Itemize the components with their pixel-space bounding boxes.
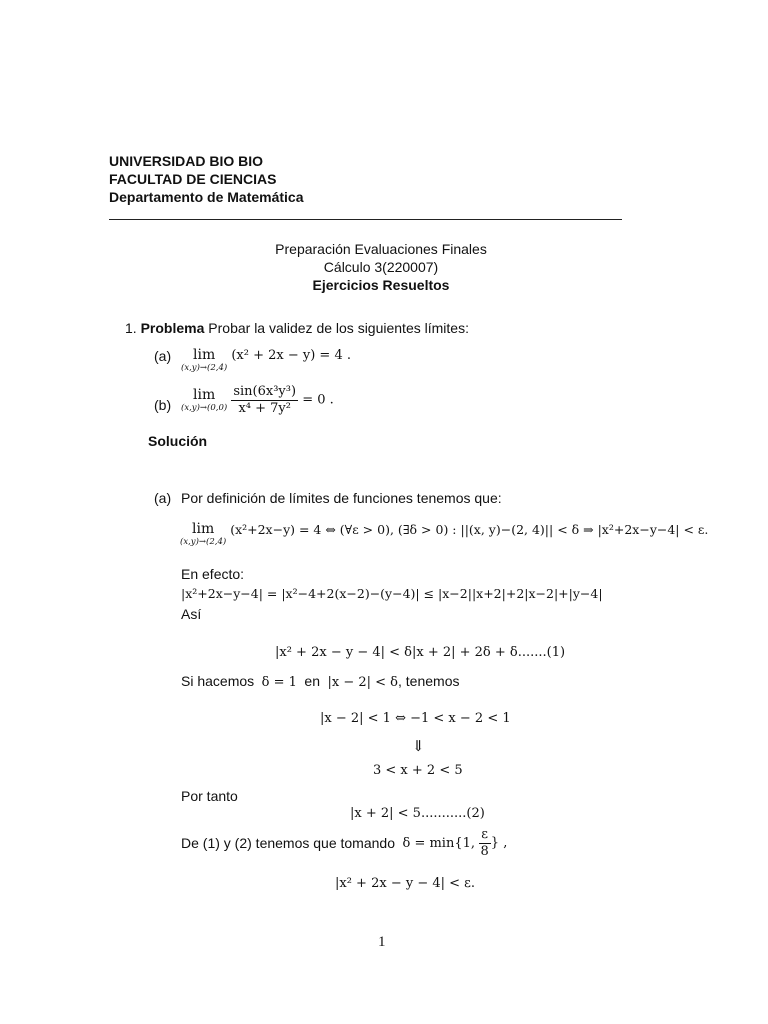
delta-min-close: } , — [490, 835, 508, 851]
solution-a-label: (a) — [154, 490, 172, 506]
step-1: |x − 2| < 1 ⇔ −1 < x − 2 < 1 — [320, 711, 511, 726]
step-2: 3 < x + 2 < 5 — [373, 763, 463, 778]
limit-operator — [181, 388, 227, 413]
limit-operator — [180, 522, 226, 547]
limit-expression: (x² + 2x − y) = 4 . — [231, 348, 351, 363]
final-inequality: |x² + 2x − y − 4| < ε. — [335, 876, 476, 891]
lim-subscript: (x,y)→(0,0) — [181, 402, 228, 413]
solution-heading: Solución — [148, 433, 208, 449]
asi-text: Así — [181, 606, 202, 622]
title-line-3: Ejercicios Resueltos — [312, 277, 450, 293]
fraction-numerator: sin(6x³y³) — [233, 384, 297, 399]
fraction-denominator: 8 — [480, 843, 489, 859]
problem-label: Problema — [140, 320, 205, 336]
en-efecto: En efecto: — [181, 566, 245, 582]
problem-number: 1. — [125, 320, 137, 336]
problem-text: Probar la validez de los siguientes límites: — [208, 320, 469, 336]
faculty-name: FACULTAD DE CIENCIAS — [109, 171, 277, 187]
definition-expression: (x²+2x−y) = 4 ⇔ (∀ε > 0), (∃δ > 0) : ||(x, y)−(2, 4)|| < δ ⇒ |x²+2x−y−4| < ε. — [230, 522, 709, 537]
lim-subscript: (x,y)→(2,4) — [181, 363, 228, 373]
si-hacemos-text: Si hacemos — [181, 673, 255, 689]
equation-2: |x + 2| < 5...........(2) — [350, 806, 485, 821]
de-1-y-2-line — [181, 827, 507, 859]
fraction-numerator: ε — [479, 827, 491, 844]
fraction-denominator: x⁴ + 7y² — [238, 400, 291, 416]
lim-text: lim — [191, 521, 215, 537]
limit-fraction — [231, 384, 298, 416]
header-rule — [109, 219, 622, 220]
delta-equals-one: δ = 1 — [261, 675, 297, 690]
item-a-limit — [181, 348, 351, 373]
tenemos-text: , tenemos — [398, 673, 460, 689]
item-a-label: (a) — [154, 348, 172, 364]
department-name: Departamento de Matemática — [109, 189, 304, 205]
title-line-2: Cálculo 3(220007) — [323, 259, 439, 275]
limit-operator — [181, 348, 227, 373]
equation-1: |x² + 2x − y − 4| < δ|x + 2| + 2δ + δ.......(1) — [275, 645, 566, 660]
item-b-limit — [181, 384, 334, 416]
title-line-1: Preparación Evaluaciones Finales — [275, 241, 487, 257]
university-name: UNIVERSIDAD BIO BIO — [109, 153, 264, 169]
condition-expression: |x − 2| < δ — [327, 675, 399, 690]
epsilon-over-eight — [479, 827, 491, 859]
page-number: 1 — [378, 934, 386, 950]
limit-result: = 0 . — [302, 392, 334, 408]
inequality-1: |x²+2x−y−4| = |x²−4+2(x−2)−(y−4)| ≤ |x−2||x+2|+2|x−2|+|y−4| — [181, 586, 603, 601]
por-tanto: Por tanto — [181, 788, 238, 804]
problem-statement — [125, 320, 469, 336]
lim-subscript: (x,y)→(2,4) — [180, 537, 227, 547]
solution-a-intro: Por definición de límites de funciones tenemos que: — [181, 490, 502, 506]
implies-arrow: ⇓ — [412, 737, 425, 755]
de-1-y-2-text: De (1) y (2) tenemos que tomando — [181, 835, 395, 852]
lim-text: lim — [192, 386, 216, 403]
item-b-label: (b) — [154, 397, 172, 413]
si-hacemos-line — [181, 673, 460, 691]
delta-min-expression: δ = min{1, — [402, 835, 476, 851]
en-text: en — [304, 673, 320, 689]
lim-text: lim — [192, 347, 216, 363]
limit-definition — [180, 522, 708, 547]
